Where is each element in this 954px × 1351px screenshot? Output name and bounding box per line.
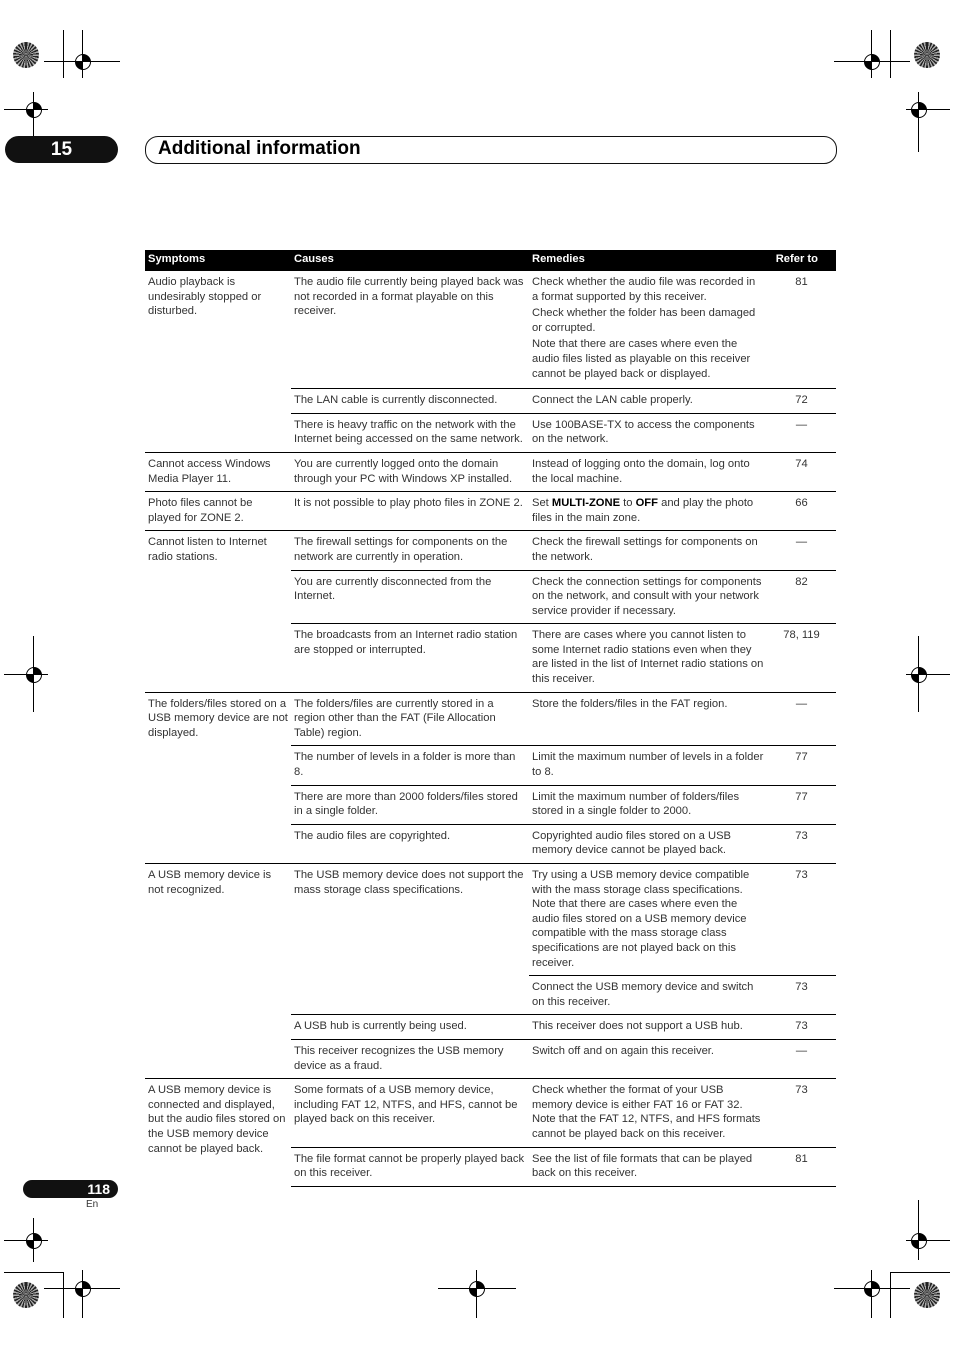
registration-mark-top-left: [13, 42, 39, 68]
header-refer-to: Refer to: [767, 250, 836, 271]
remedy-cell: Store the folders/files in the FAT region.: [529, 692, 767, 746]
crosshair-target-left-top: [26, 102, 42, 118]
table-row: [145, 531, 836, 570]
cause-cell: The USB memory device does not support the mass storage class specifications.: [291, 864, 529, 1015]
crosshair-target-right-bottom: [911, 1233, 927, 1249]
remedy-cell: This receiver does not support a USB hub.: [529, 1015, 767, 1040]
remedy-cell: Limit the maximum number of levels in a folder to 8.: [529, 746, 767, 785]
remedy-text: Check whether the audio file was recorded in a format supported by this receiver.: [532, 276, 756, 303]
cause-cell: You are currently disconnected from the Internet.: [291, 570, 529, 624]
crosshair-target-bottom-right: [864, 1281, 880, 1297]
cause-cell: There are more than 2000 folders/files stored in a single folder.: [291, 785, 529, 824]
multi-zone-keyword: MULTI-ZONE: [551, 497, 621, 510]
refer-cell: 74: [767, 452, 836, 491]
language-code: En: [86, 1199, 99, 1210]
crosshair-target-left-mid: [26, 667, 42, 683]
remedy-cell: Limit the maximum number of folders/files stored in a single folder to 2000.: [529, 785, 767, 824]
remedy-cell: [529, 492, 767, 531]
refer-cell: 73: [767, 864, 836, 976]
refer-cell: 77: [767, 746, 836, 785]
registration-mark-bottom-right: [914, 1282, 940, 1308]
off-keyword: OFF: [635, 497, 658, 510]
remedy-cell: See the list of file formats that can be played back on this receiver.: [529, 1147, 767, 1186]
symptom-cell: Audio playback is undesirably stopped or disturbed.: [145, 271, 291, 453]
cause-cell: The folders/files are currently stored in a region other than the FAT (File Allocation Table) region.: [291, 692, 529, 746]
table-row: [145, 1079, 836, 1147]
cause-cell: The LAN cable is currently disconnected.: [291, 389, 529, 414]
remedy-cell: Check the firewall settings for components on the network.: [529, 531, 767, 570]
table-row: [145, 692, 836, 746]
symptom-cell: Cannot access Windows Media Player 11.: [145, 452, 291, 491]
cause-cell: The firewall settings for components on the network are currently in operation.: [291, 531, 529, 570]
refer-cell: 72: [767, 389, 836, 414]
crosshair-target-left-bottom: [26, 1233, 42, 1249]
header-remedies: Remedies: [529, 250, 767, 271]
table-row: [145, 492, 836, 531]
chapter-number-badge: 15: [5, 136, 118, 163]
cause-cell: The audio files are copyrighted.: [291, 824, 529, 863]
table-header-row: [145, 250, 836, 271]
remedy-cell: Try using a USB memory device compatible with the mass storage class specifications. Note that there are cases where even the audio files stored on a USB memory device compatible with the mass storage class specifications are not played back on this receiver.: [529, 864, 767, 976]
page-number: 118: [87, 1181, 110, 1197]
crosshair-target-bottom-center: [469, 1281, 485, 1297]
registration-mark-bottom-left: [13, 1282, 39, 1308]
cause-cell: Some formats of a USB memory device, including FAT 12, NTFS, and HFS, cannot be played back on this receiver.: [291, 1079, 529, 1147]
cause-cell: There is heavy traffic on the network with the Internet being accessed on the same network.: [291, 413, 529, 452]
refer-cell: —: [767, 413, 836, 452]
remedy-cell: Copyrighted audio files stored on a USB memory device cannot be played back.: [529, 824, 767, 863]
symptom-cell: The folders/files stored on a USB memory device are not displayed.: [145, 692, 291, 863]
chapter-title-bar: [145, 136, 837, 164]
symptom-cell: A USB memory device is not recognized.: [145, 864, 291, 1079]
cause-cell: The number of levels in a folder is more than 8.: [291, 746, 529, 785]
remedy-cell: Connect the USB memory device and switch on this receiver.: [529, 976, 767, 1015]
table-row: [145, 271, 836, 389]
crosshair-target-top-right: [864, 54, 880, 70]
troubleshooting-table: [145, 250, 836, 1187]
refer-cell: —: [767, 531, 836, 570]
cause-cell: You are currently logged onto the domain through your PC with Windows XP installed.: [291, 452, 529, 491]
cause-cell: The file format cannot be properly played back on this receiver.: [291, 1147, 529, 1186]
remedy-cell: [529, 271, 767, 389]
header-symptoms: Symptoms: [145, 250, 291, 271]
refer-cell: 78, 119: [767, 624, 836, 692]
cause-cell: This receiver recognizes the USB memory device as a fraud.: [291, 1039, 529, 1078]
remedy-text: Check whether the folder has been damaged or corrupted.: [532, 307, 756, 334]
remedy-cell: Switch off and on again this receiver.: [529, 1039, 767, 1078]
refer-cell: 66: [767, 492, 836, 531]
refer-cell: 73: [767, 976, 836, 1015]
cause-cell: The audio file currently being played back was not recorded in a format playable on this receiver.: [291, 271, 529, 389]
remedy-text: Set: [532, 497, 552, 510]
refer-cell: 77: [767, 785, 836, 824]
refer-cell: 82: [767, 570, 836, 624]
header-causes: Causes: [291, 250, 529, 271]
table-row: [145, 452, 836, 491]
table-row: [145, 864, 836, 976]
remedy-cell: Instead of logging onto the domain, log onto the local machine.: [529, 452, 767, 491]
remedy-text: to: [620, 497, 636, 510]
crosshair-target-top-left: [75, 54, 91, 70]
cause-cell: The broadcasts from an Internet radio station are stopped or interrupted.: [291, 624, 529, 692]
remedy-cell: Check the connection settings for components on the network, and consult with your network service provider if necessary.: [529, 570, 767, 624]
chapter-title: Additional information: [158, 138, 361, 159]
remedy-cell: There are cases where you cannot listen to some Internet radio stations even when they are listed in the list of Internet radio stations on this receiver.: [529, 624, 767, 692]
refer-cell: 81: [767, 1147, 836, 1186]
crosshair-target-bottom-left: [75, 1281, 91, 1297]
remedy-cell: Connect the LAN cable properly.: [529, 389, 767, 414]
cause-cell: It is not possible to play photo files in ZONE 2.: [291, 492, 529, 531]
refer-cell: 73: [767, 1079, 836, 1147]
refer-cell: 81: [767, 271, 836, 389]
symptom-cell: A USB memory device is connected and displayed, but the audio files stored on the USB memory device cannot be played back.: [145, 1079, 291, 1187]
refer-cell: 73: [767, 1015, 836, 1040]
refer-cell: 73: [767, 824, 836, 863]
crosshair-target-right-top: [911, 102, 927, 118]
symptom-cell: Cannot listen to Internet radio stations.: [145, 531, 291, 692]
remedy-text: and play the photo files in the main zone.: [532, 497, 754, 524]
symptom-cell: Photo files cannot be played for ZONE 2.: [145, 492, 291, 531]
refer-cell: —: [767, 692, 836, 746]
refer-cell: —: [767, 1039, 836, 1078]
remedy-cell: Use 100BASE-TX to access the components on the network.: [529, 413, 767, 452]
remedy-cell: Check whether the format of your USB memory device is either FAT 16 or FAT 32. Note that the FAT 12, NTFS, and HFS formats cannot be played back on this receiver.: [529, 1079, 767, 1147]
remedy-text: Note that there are cases where even the audio files listed as playable on this receiver cannot be played back or displayed.: [532, 338, 751, 380]
crosshair-target-right-mid: [911, 667, 927, 683]
page-number-badge: [23, 1180, 118, 1198]
cause-cell: A USB hub is currently being used.: [291, 1015, 529, 1040]
registration-mark-top-right: [914, 42, 940, 68]
